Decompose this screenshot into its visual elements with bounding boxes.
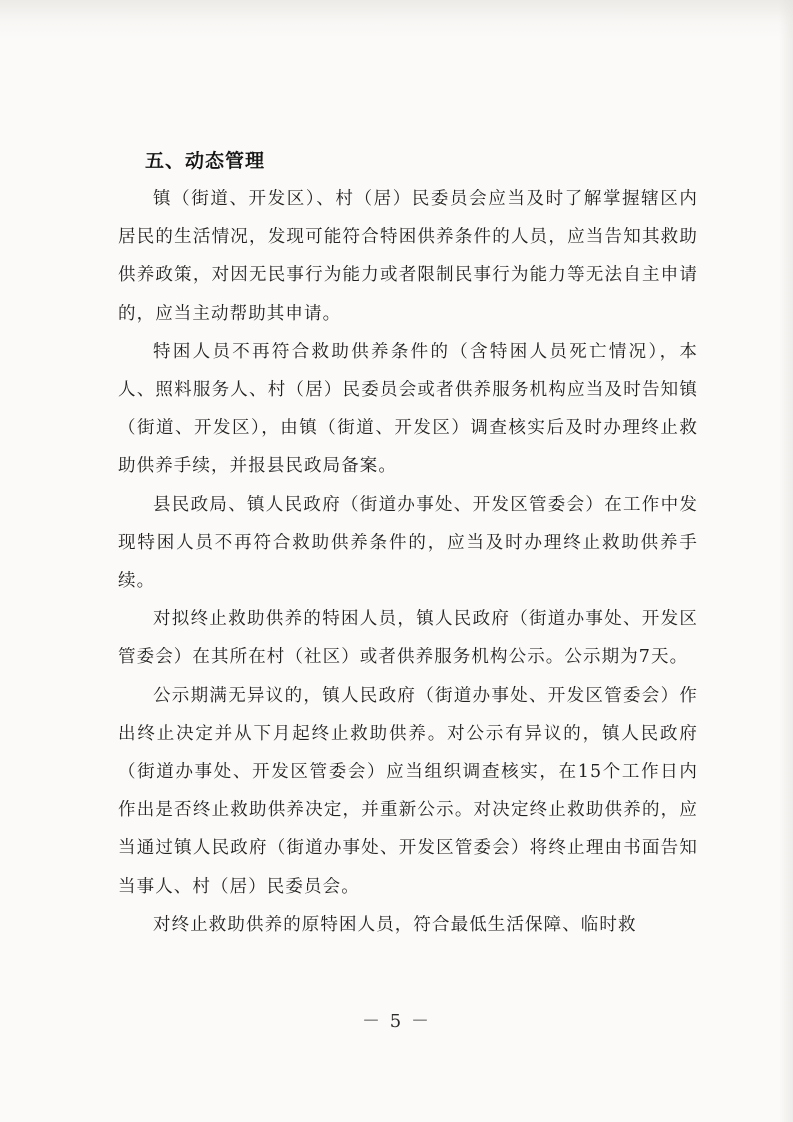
scan-edge-shadow xyxy=(779,0,793,1122)
paragraph-objection-handling: 公示期满无异议的，镇人民政府（街道办事处、开发区管委会）作出终止决定并从下月起终止救助供养。对公示有异议的，镇人民政府（街道办事处、开发区管委会）应当组织调查核实，在15个工作日内作出是否终止救助供养决定，并重新公示。对决定终止救助供养的，应当通过镇人民政府（街道办事处、开发区管委会）将终止理由书面告知当事人、村（居）民委员会。 xyxy=(118,685,698,897)
paragraph-continuation: 对终止救助供养的原特困人员，符合最低生活保障、临时救 xyxy=(153,914,637,935)
paragraph-public-notice: 对拟终止救助供养的特困人员，镇人民政府（街道办事处、开发区管委会）在其所在村（社区）或者供养服务机构公示。公示期为7天。 xyxy=(118,609,698,668)
section-heading: 五、动态管理 xyxy=(145,150,266,172)
page-number: － 5 － xyxy=(362,1011,431,1032)
paragraph-no-longer-eligible: 特困人员不再符合救助供养条件的（含特困人员死亡情况），本人、照料服务人、村（居）民委员会或者供养服务机构应当及时告知镇（街道、开发区），由镇（街道、开发区）调查核实后及时办理终止救助供养手续，并报县民政局备案。 xyxy=(118,341,698,477)
paragraph-duty-to-inform: 镇（街道、开发区）、村（居）民委员会应当及时了解掌握辖区内居民的生活情况，发现可能符合特困供养条件的人员，应当告知其救助供养政策，对因无民事行为能力或者限制民事行为能力等无法自主申请的，应当主动帮助其申请。 xyxy=(118,189,698,324)
paragraph-bureau-discovery: 县民政局、镇人民政府（街道办事处、开发区管委会）在工作中发现特困人员不再符合救助供养条件的，应当及时办理终止救助供养手续。 xyxy=(118,494,698,592)
document-body xyxy=(118,142,698,944)
